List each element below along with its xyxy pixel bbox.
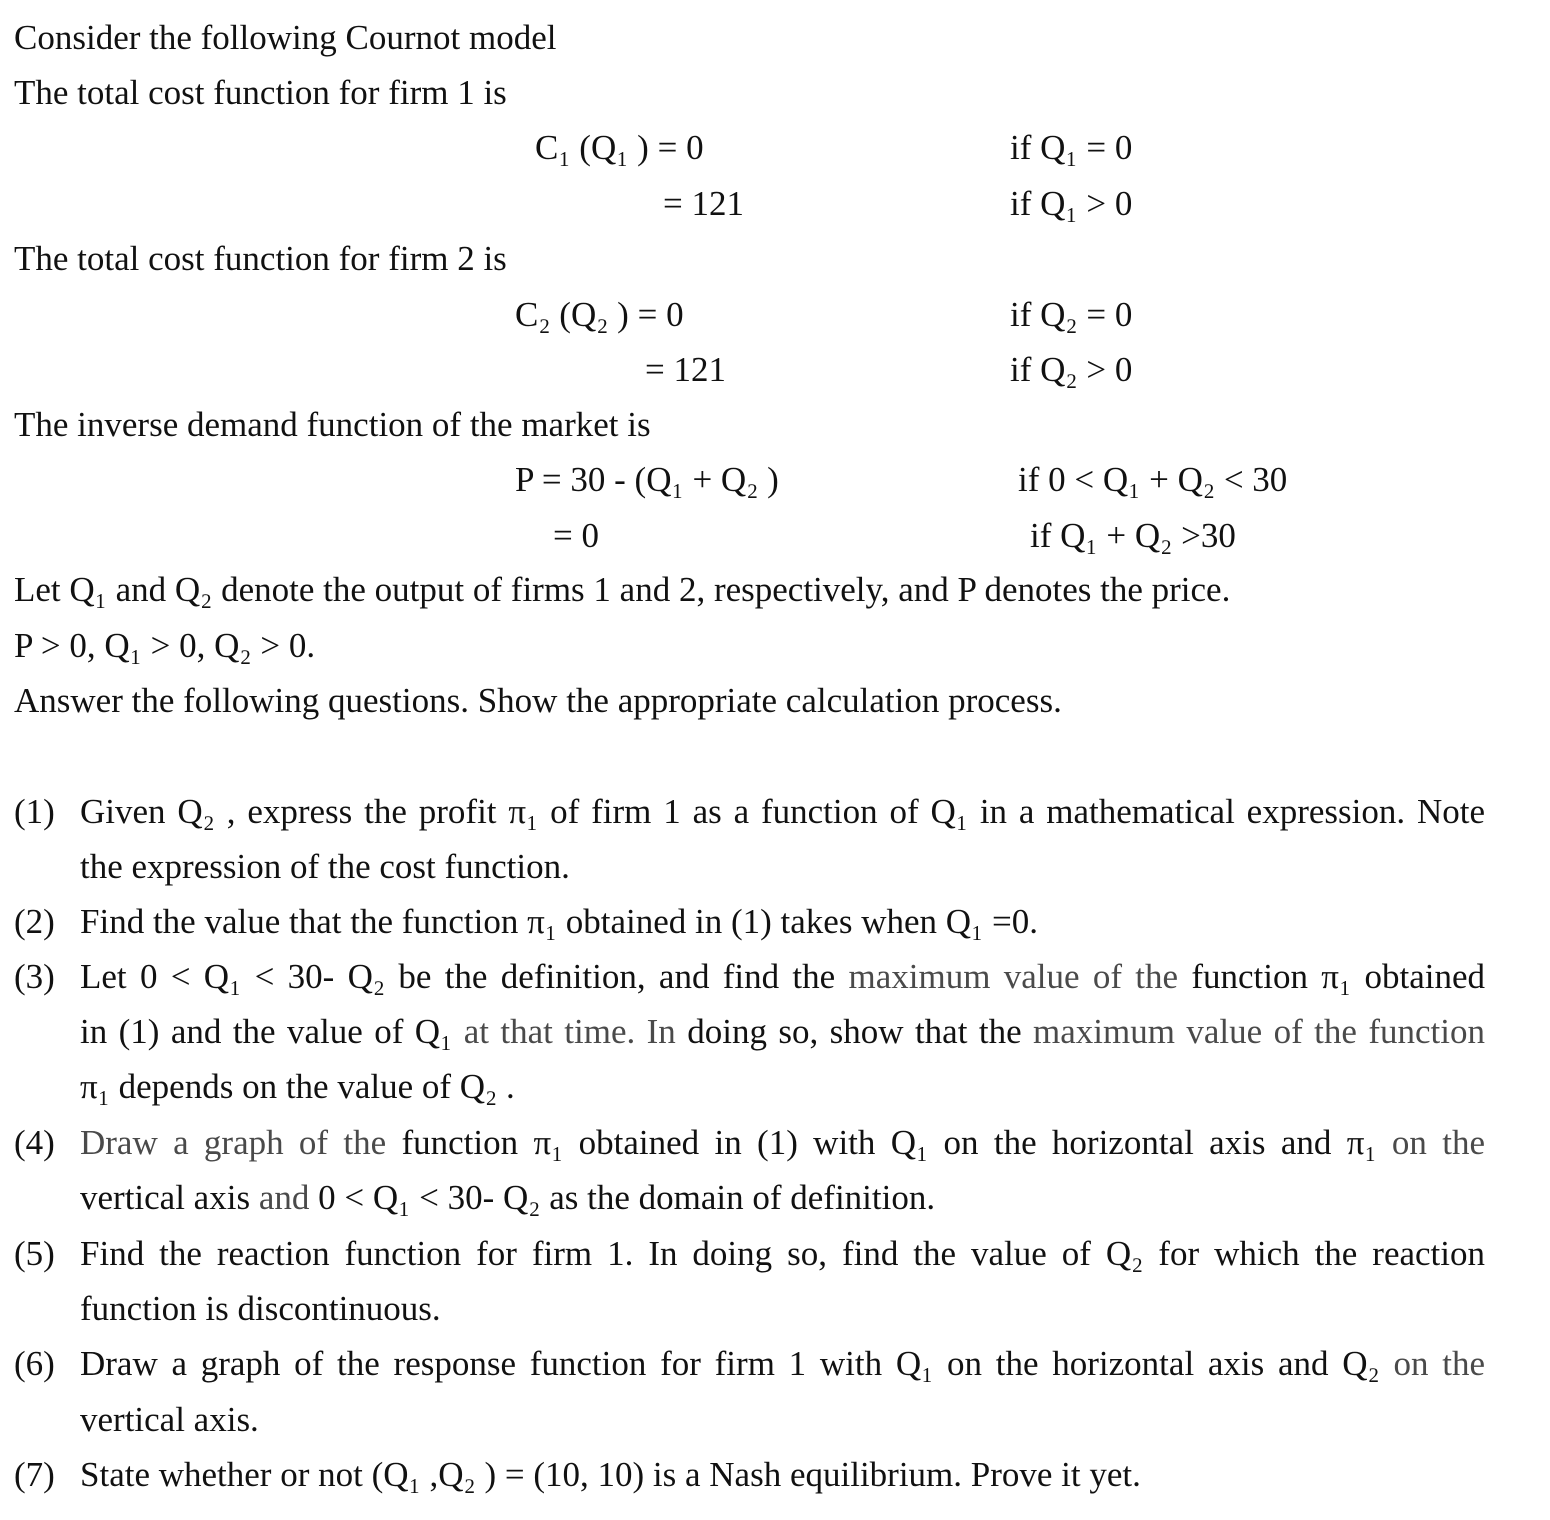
question-3-line-1 [80,957,1485,997]
question-4-line-2-part-b: and [258,1178,310,1217]
p-row1-left: P = 30 - (Q₁ + Q₂ ) [515,460,779,499]
question-7-line-1: State whether or not (Q₁ ,Q₂ ) = (10, 10) is a Nash equilibrium. Prove it yet. [80,1455,1141,1494]
constraints-line: P > 0, Q₁ > 0, Q₂ > 0. [14,626,316,665]
demand-label: The inverse demand function of the market is [14,405,651,444]
question-1-line-1: Given Q₂ , express the profit π₁ of firm 1 as a function of Q₁ in a mathematical expression. Note [80,792,1485,831]
c2-row2-left: = 121 [645,350,726,389]
question-6-line-1 [80,1344,1485,1384]
question-2-number: (2) [14,902,55,941]
question-4-line-1-part-b: function π₁ obtained in (1) with Q₁ on the horizontal axis and π₁ [386,1123,1392,1162]
question-4-number: (4) [14,1123,55,1162]
p-row2-right: if Q₁ + Q₂ >30 [1030,516,1236,555]
question-1-line-2: the expression of the cost function. [80,847,570,886]
c2-row1-right: if Q₂ = 0 [1010,295,1133,334]
question-3-line-2-part-b: at that time. In [463,1012,676,1051]
question-4-line-2-part-a: vertical axis [80,1178,259,1217]
c1-row2-left: = 121 [663,184,744,223]
question-3-line-2 [80,1012,1485,1052]
question-3-line-2-part-c: doing so, show that the [675,1012,1034,1051]
let-line: Let Q₁ and Q₂ denote the output of firms 1 and 2, respectively, and P denotes the price. [14,570,1231,609]
question-6-line-1-part-b: on the [1393,1344,1485,1383]
question-3-line-2-part-d: maximum value of the function [1033,1012,1485,1051]
question-4-line-1-part-c: on the [1391,1123,1485,1162]
question-5-number: (5) [14,1234,55,1273]
c2-row1-left: C₂ (Q₂ ) = 0 [515,295,684,334]
c1-row1-left: C₁ (Q₁ ) = 0 [535,128,704,167]
question-6-number: (6) [14,1344,55,1383]
question-7-number: (7) [14,1455,55,1494]
question-4-line-2 [80,1178,935,1218]
firm2-cost-label: The total cost function for firm 2 is [14,239,507,278]
question-3-line-1-part-b: maximum value of the [848,957,1179,996]
intro-title: Consider the following Cournot model [14,18,557,57]
instruction-line: Answer the following questions. Show the appropriate calculation process. [14,681,1062,720]
question-3-line-1-part-c: function π₁ obtained [1178,957,1486,996]
p-row2-left: = 0 [553,516,599,555]
question-2-line-1: Find the value that the function π₁ obtained in (1) takes when Q₁ =0. [80,902,1038,941]
question-1-number: (1) [14,792,55,831]
question-5-line-2: function is discontinuous. [80,1289,441,1328]
c1-row1-right: if Q₁ = 0 [1010,128,1133,167]
p-row1-right: if 0 < Q₁ + Q₂ < 30 [1018,460,1288,499]
question-6-line-1-part-a: Draw a graph of the response function for firm 1 with Q₁ on the horizontal axis and Q₂ [80,1344,1394,1383]
question-3-line-3: π₁ depends on the value of Q₂ . [80,1067,515,1106]
question-4-line-1 [80,1123,1485,1163]
question-5-line-1: Find the reaction function for firm 1. In doing so, find the value of Q₂ for which the reaction [80,1234,1485,1273]
question-6-line-2: vertical axis. [80,1400,259,1439]
question-3-line-2-part-a: in (1) and the value of Q₁ [80,1012,464,1051]
question-4-line-2-part-c: 0 < Q₁ < 30- Q₂ as the domain of definition. [309,1178,936,1217]
question-3-number: (3) [14,957,55,996]
question-3-line-1-part-a: Let 0 < Q₁ < 30- Q₂ be the definition, and find the [80,957,849,996]
firm1-cost-label: The total cost function for firm 1 is [14,73,507,112]
c1-row2-right: if Q₁ > 0 [1010,184,1133,223]
question-4-line-1-part-a: Draw a graph of the [80,1123,387,1162]
c2-row2-right: if Q₂ > 0 [1010,350,1133,389]
